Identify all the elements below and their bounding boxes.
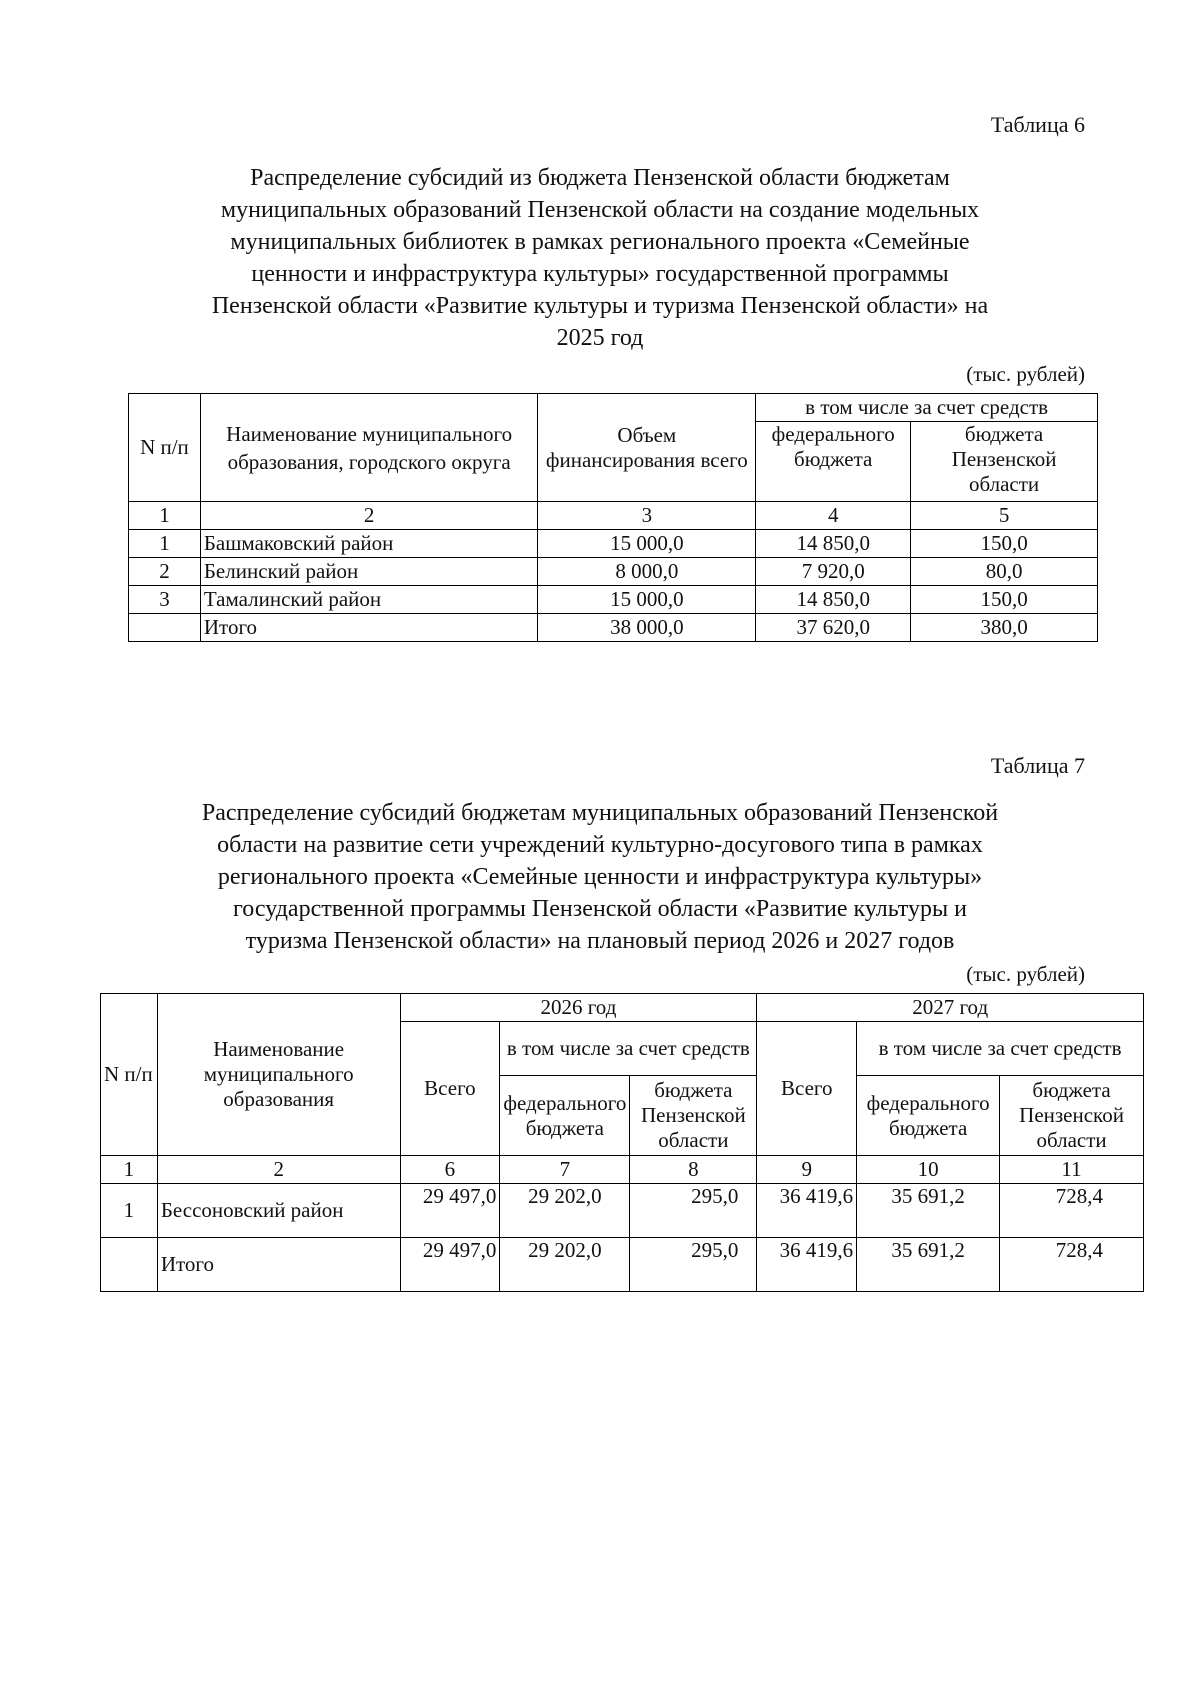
header-name: Наименование муниципального образования, городского округа — [200, 394, 538, 502]
colnum-9: 9 — [757, 1156, 857, 1184]
table6 — [128, 393, 1098, 642]
header-num: N п/п — [129, 394, 201, 502]
header-year-2026: 2026 год — [400, 994, 757, 1022]
row-regional: 150,0 — [911, 530, 1098, 558]
table7-units: (тыс. рублей) — [966, 962, 1085, 986]
row-num: 1 — [101, 1184, 158, 1238]
colnum-1: 1 — [101, 1156, 158, 1184]
table-row — [129, 530, 1098, 558]
table6-title: Распределение субсидий из бюджета Пензенской области бюджетам муниципальных образований Пензенской области на создание модельных муниципальных библиотек в рамках регионального проекта «Семейные ценности и инфраструктура культуры» государственной программы Пензенской области «Развитие культуры и туризма Пензенской области» на 2025 год — [211, 165, 989, 351]
colnum-11: 11 — [1000, 1156, 1144, 1184]
total-row — [101, 1238, 1144, 1292]
table-row — [129, 558, 1098, 586]
row-regional-2027: 728,4 — [1000, 1184, 1144, 1238]
row-federal-2026: 29 202,0 — [500, 1184, 630, 1238]
colnum-2: 2 — [200, 502, 538, 530]
total-total-2027: 36 419,6 — [757, 1238, 857, 1292]
row-federal-2027: 35 691,2 — [857, 1184, 1000, 1238]
table7 — [100, 993, 1144, 1292]
row-name: Бессоновский район — [157, 1184, 400, 1238]
total-total-2026: 29 497,0 — [400, 1238, 500, 1292]
total-label: Итого — [200, 614, 538, 642]
header-name: Наименование муниципального образования — [157, 994, 400, 1156]
header-year-2027: 2027 год — [757, 994, 1144, 1022]
total-federal: 37 620,0 — [756, 614, 911, 642]
row-regional-2026: 295,0 — [630, 1184, 757, 1238]
colnum-8: 8 — [630, 1156, 757, 1184]
table6-label: Таблица 6 — [990, 112, 1085, 137]
colnum-7: 7 — [500, 1156, 630, 1184]
header-total-2027: Всего — [757, 1022, 857, 1156]
total-row — [129, 614, 1098, 642]
total-num — [129, 614, 201, 642]
header-regional-2027: бюджета Пензенской области — [1000, 1076, 1144, 1156]
colnum-1: 1 — [129, 502, 201, 530]
row-total-2027: 36 419,6 — [757, 1184, 857, 1238]
total-regional-2026: 295,0 — [630, 1238, 757, 1292]
header-federal-2026: федерального бюджета — [500, 1076, 630, 1156]
row-regional: 150,0 — [911, 586, 1098, 614]
header-incl-2027: в том числе за счет средств — [857, 1022, 1144, 1076]
header-num: N п/п — [101, 994, 158, 1156]
total-num — [101, 1238, 158, 1292]
header-incl-2026: в том числе за счет средств — [500, 1022, 757, 1076]
row-regional: 80,0 — [911, 558, 1098, 586]
table6-units: (тыс. рублей) — [966, 362, 1085, 386]
header-regional-2026: бюджета Пензенской области — [630, 1076, 757, 1156]
colnum-3: 3 — [538, 502, 756, 530]
total-regional: 380,0 — [911, 614, 1098, 642]
row-total-2026: 29 497,0 — [400, 1184, 500, 1238]
header-total-2026: Всего — [400, 1022, 500, 1156]
colnum-4: 4 — [756, 502, 911, 530]
row-total: 15 000,0 — [538, 530, 756, 558]
header-federal-2027: федерального бюджета — [857, 1076, 1000, 1156]
total-label: Итого — [157, 1238, 400, 1292]
header-total: Объем финансирования всего — [538, 394, 756, 502]
header-incl: в том числе за счет средств — [756, 394, 1098, 422]
header-regional: бюджета Пензенской области — [911, 422, 1098, 502]
colnum-6: 6 — [400, 1156, 500, 1184]
row-total: 8 000,0 — [538, 558, 756, 586]
row-name: Башмаковский район — [200, 530, 538, 558]
row-name: Тамалинский район — [200, 586, 538, 614]
colnum-5: 5 — [911, 502, 1098, 530]
total-federal-2026: 29 202,0 — [500, 1238, 630, 1292]
row-federal: 7 920,0 — [756, 558, 911, 586]
row-total: 15 000,0 — [538, 586, 756, 614]
row-num: 2 — [129, 558, 201, 586]
table7-label: Таблица 7 — [990, 753, 1085, 778]
row-federal: 14 850,0 — [756, 586, 911, 614]
table-row — [101, 1184, 1144, 1238]
row-num: 3 — [129, 586, 201, 614]
total-regional-2027: 728,4 — [1000, 1238, 1144, 1292]
colnum-10: 10 — [857, 1156, 1000, 1184]
row-num: 1 — [129, 530, 201, 558]
row-federal: 14 850,0 — [756, 530, 911, 558]
total-total: 38 000,0 — [538, 614, 756, 642]
row-name: Белинский район — [200, 558, 538, 586]
total-federal-2027: 35 691,2 — [857, 1238, 1000, 1292]
colnum-2: 2 — [157, 1156, 400, 1184]
table-row — [129, 586, 1098, 614]
header-federal: федерального бюджета — [756, 422, 911, 502]
table7-title: Распределение субсидий бюджетам муниципальных образований Пензенской области на развитие сети учреждений культурно-досугового типа в рамках регионального проекта «Семейные ценности и инфраструктура культуры» государственной программы Пензенской области «Развитие культуры и туризма Пензенской области» на плановый период 2026 и 2027 годов — [201, 800, 999, 954]
